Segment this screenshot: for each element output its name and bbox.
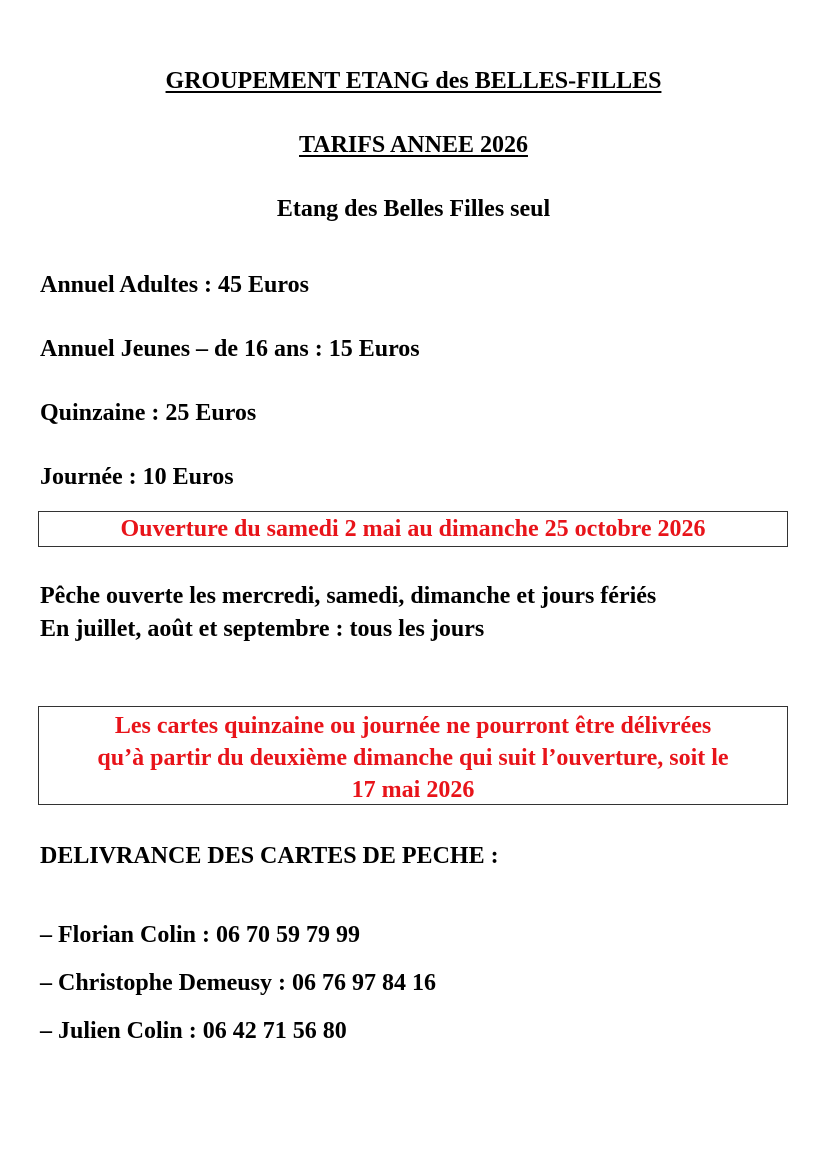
contact-florian-colin: – Florian Colin : 06 70 59 79 99 — [40, 922, 361, 948]
org-title: GROUPEMENT ETANG des BELLES-FILLES — [165, 68, 662, 94]
tariff-annual-adults: Annuel Adultes : 45 Euros — [40, 272, 309, 298]
fishing-days-line: Pêche ouverte les mercredi, samedi, dimanche et jours fériés — [40, 583, 657, 609]
tariff-day: Journée : 10 Euros — [40, 464, 234, 490]
contact-christophe-demeusy: – Christophe Demeusy : 06 76 97 84 16 — [40, 970, 436, 996]
delivery-heading: DELIVRANCE DES CARTES DE PECHE : — [40, 843, 499, 869]
card-notice-box — [38, 706, 788, 805]
contact-julien-colin: – Julien Colin : 06 42 71 56 80 — [40, 1018, 347, 1044]
tariff-fortnight: Quinzaine : 25 Euros — [40, 400, 257, 426]
card-notice-line: 17 mai 2026 — [351, 777, 475, 803]
tariff-year-title: TARIFS ANNEE 2026 — [299, 132, 528, 158]
opening-notice-text: Ouverture du samedi 2 mai au dimanche 25 octobre 2026 — [120, 516, 706, 542]
pond-subtitle: Etang des Belles Filles seul — [276, 196, 551, 222]
card-notice-line: Les cartes quinzaine ou journée ne pourront être délivrées — [114, 713, 712, 739]
card-notice-line: qu’à partir du deuxième dimanche qui suit l’ouverture, soit le — [97, 745, 729, 771]
fishing-days-summer-line: En juillet, août et septembre : tous les jours — [40, 616, 485, 642]
tariff-annual-youth: Annuel Jeunes – de 16 ans : 15 Euros — [40, 336, 420, 362]
opening-notice-box — [38, 511, 788, 547]
